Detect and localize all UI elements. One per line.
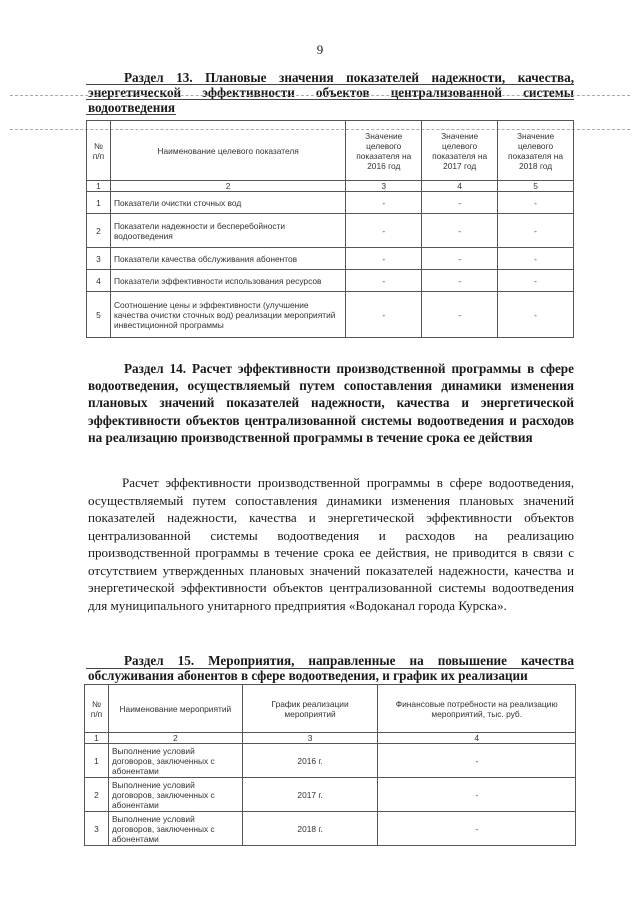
- row-num: 2: [87, 214, 111, 248]
- row-name: Показатели очистки сточных вод: [110, 192, 345, 214]
- row-name: Выполнение условий договоров, заключенных с абонентами: [108, 812, 242, 846]
- section-15-heading: Раздел 15. Мероприятия, направленные на повышение качества обслуживания абонентов в сфере водоотведения, и график их реализации: [88, 653, 574, 683]
- row-name: Показатели надежности и бесперебойности водоотведения: [110, 214, 345, 248]
- row-name: Показатели качества обслуживания абонентов: [110, 248, 345, 270]
- row-schedule: 2016 г.: [242, 744, 378, 778]
- row-finance: -: [378, 778, 576, 812]
- section-15-table: [84, 684, 576, 846]
- table-row: [87, 214, 574, 248]
- header-num: № п/п: [85, 685, 109, 733]
- row-2017: -: [422, 270, 498, 292]
- row-finance: -: [378, 812, 576, 846]
- table-row: [85, 778, 576, 812]
- row-num: 4: [87, 270, 111, 292]
- table-row: [85, 812, 576, 846]
- row-num: 1: [85, 744, 109, 778]
- header-name: Наименование целевого показателя: [110, 121, 345, 181]
- page-number: 9: [316, 42, 324, 57]
- heading-underline: [86, 114, 176, 115]
- row-num: 1: [87, 192, 111, 214]
- row-name: Соотношение цены и эффективности (улучшение качества очистки сточных вод) реализации мероприятий инвестиционной программы: [110, 292, 345, 338]
- row-2017: -: [422, 192, 498, 214]
- index-cell: 5: [498, 181, 574, 192]
- row-2017: -: [422, 214, 498, 248]
- section-13-table: [86, 120, 574, 338]
- row-num: 2: [85, 778, 109, 812]
- header-2016: Значение целевого показателя на 2016 год: [346, 121, 422, 181]
- table-row: [87, 192, 574, 214]
- section-13-heading: Раздел 13. Плановые значения показателей надежности, качества, энергетической эффективности объектов централизованной системы водоотведения: [88, 70, 574, 115]
- row-2018: -: [498, 248, 574, 270]
- index-cell: 4: [378, 733, 576, 744]
- row-num: 3: [87, 248, 111, 270]
- header-num: № п/п: [87, 121, 111, 181]
- heading-underline: [86, 84, 574, 85]
- row-schedule: 2018 г.: [242, 812, 378, 846]
- header-finance: Финансовые потребности на реализацию мероприятий, тыс. руб.: [378, 685, 576, 733]
- row-2017: -: [422, 292, 498, 338]
- row-2018: -: [498, 192, 574, 214]
- row-name: Показатели эффективности использования ресурсов: [110, 270, 345, 292]
- index-cell: 4: [422, 181, 498, 192]
- table-row: [87, 248, 574, 270]
- heading-underline: [86, 668, 574, 669]
- table-row: [85, 744, 576, 778]
- section-14-heading: Раздел 14. Расчет эффективности производственной программы в сфере водоотведения, осуществляемый путем сопоставления динамики изменения плановых значений показателей надежности, качества и энергетической эффективности объектов централизованной системы водоотведения и расходов на реализацию производственной программы в течение срока ее действия: [88, 361, 574, 445]
- row-num: 5: [87, 292, 111, 338]
- row-2017: -: [422, 248, 498, 270]
- scan-dashed-line: [10, 95, 630, 96]
- index-cell: 1: [87, 181, 111, 192]
- index-cell: 2: [108, 733, 242, 744]
- heading-underline: [86, 99, 574, 100]
- row-name: Выполнение условий договоров, заключенных с абонентами: [108, 744, 242, 778]
- row-num: 3: [85, 812, 109, 846]
- index-cell: 3: [242, 733, 378, 744]
- row-2016: -: [346, 214, 422, 248]
- table-row: [87, 270, 574, 292]
- header-2017: Значение целевого показателя на 2017 год: [422, 121, 498, 181]
- row-2016: -: [346, 248, 422, 270]
- row-2018: -: [498, 270, 574, 292]
- header-2018: Значение целевого показателя на 2018 год: [498, 121, 574, 181]
- row-finance: -: [378, 744, 576, 778]
- index-cell: 3: [346, 181, 422, 192]
- row-2018: -: [498, 292, 574, 338]
- row-2018: -: [498, 214, 574, 248]
- row-2016: -: [346, 270, 422, 292]
- header-schedule: График реализации мероприятий: [242, 685, 378, 733]
- row-2016: -: [346, 192, 422, 214]
- row-schedule: 2017 г.: [242, 778, 378, 812]
- row-2016: -: [346, 292, 422, 338]
- row-name: Выполнение условий договоров, заключенных с абонентами: [108, 778, 242, 812]
- table-row: [87, 292, 574, 338]
- section-14-paragraph: Расчет эффективности производственной программы в сфере водоотведения, осуществляемый путем сопоставления динамики изменения плановых значений показателей надежности, качества и энергетической эффективности объектов централизованной системы водоотведения и расходов на реализацию производственной программы в течение срока ее действия, не приводится в связи с отсутствием утвержденных плановых значений показателей надежности, качества и энергетической эффективности объектов централизованной системы водоотведения для муниципального унитарного предприятия «Водоканал города Курска».: [88, 475, 574, 613]
- index-cell: 1: [85, 733, 109, 744]
- index-cell: 2: [110, 181, 345, 192]
- header-name: Наименование мероприятий: [108, 685, 242, 733]
